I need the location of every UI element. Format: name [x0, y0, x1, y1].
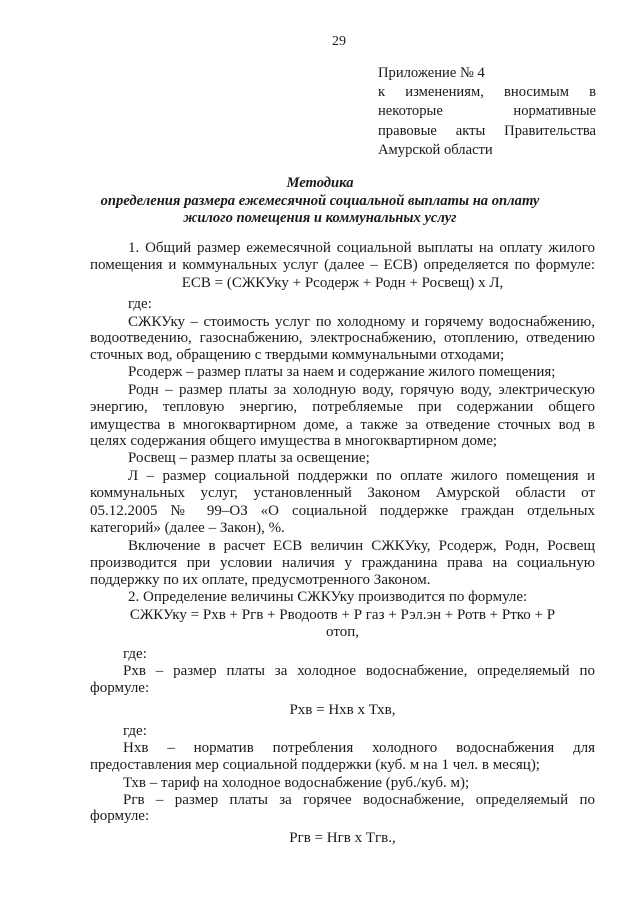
- text-line: Тхв – тариф на холодное водоснабжение (руб./куб. м);: [123, 774, 470, 791]
- text-line: водоотведению, газоснабжению, электроснабжению, отоплению, отведению: [90, 330, 595, 347]
- page-number: 29: [332, 34, 346, 49]
- text-line: предоставления мер социальной поддержки (куб. м на 1 чел. в месяц);: [90, 757, 540, 774]
- document-subtitle-line: определения размера ежемесячной социальной выплаты на оплату: [100, 193, 540, 209]
- appendix-line: Приложение № 4: [378, 65, 485, 81]
- text-line: где:: [123, 722, 147, 739]
- text-line: Включение в расчет ЕСВ величин СЖКУку, Рсодерж, Родн, Росвещ: [128, 538, 595, 554]
- appendix-line: правовые акты Правительства: [378, 122, 596, 139]
- text-line: поддержку по их оплате, предусмотренного Законом.: [90, 571, 431, 588]
- text-line: категорий» (далее – Закон), %.: [90, 519, 285, 536]
- appendix-line: к изменениям, вносимым в: [378, 84, 596, 101]
- appendix-block: [378, 64, 596, 160]
- appendix-line: Амурской области: [378, 141, 493, 158]
- text-line: Рсодерж – размер платы за наем и содержание жилого помещения;: [128, 363, 556, 380]
- formula-line: отоп,: [326, 623, 359, 640]
- text-line: формуле:: [90, 680, 150, 697]
- text-line: помещения и коммунальных услуг (далее – ЕСВ) определяется по формуле:: [90, 257, 595, 274]
- text-line: производится при условии наличия у гражданина права на социальную: [90, 555, 595, 572]
- text-line: коммунальных услуг, установленный Законом Амурской области от: [90, 485, 595, 502]
- text-line: 05.12.2005 № 99–ОЗ «О социальной поддержке граждан отдельных: [90, 502, 595, 519]
- text-line: где:: [123, 645, 147, 662]
- appendix-line: некоторые нормативные: [378, 103, 596, 120]
- text-line: Нхв – норматив потребления холодного водоснабжения для: [123, 739, 595, 756]
- document-subtitle-line: жилого помещения и коммунальных услуг: [183, 210, 457, 226]
- formula-line: ЕСВ = (СЖКУку + Рсодерж + Родн + Росвещ) х Л,: [181, 274, 504, 291]
- text-line: Ргв – размер платы за горячее водоснабжение, определяемый по: [123, 791, 595, 808]
- formula-line: СЖКУку = Рхв + Ргв + Рводоотв + Р газ + Рэл.эн + Ротв + Ртко + Р: [129, 606, 556, 623]
- text-line: 2. Определение величины СЖКУку производится по формуле:: [128, 589, 528, 606]
- text-line: Л – размер социальной поддержки по оплате жилого помещения и: [128, 467, 595, 484]
- text-line: энергию, тепловую энергию, потребляемые при содержании общего: [90, 399, 595, 416]
- text-line: имущества в многоквартирном доме, а также за отведение сточных вод в: [90, 416, 595, 433]
- text-line: Рхв – размер платы за холодное водоснабжение, определяемый по: [123, 662, 595, 679]
- text-line: сточных вод, обращению с твердыми коммунальными отходами;: [90, 346, 505, 363]
- text-line: Росвещ – размер платы за освещение;: [128, 449, 370, 466]
- text-line: Родн – размер платы за холодную воду, горячую воду, электрическую: [128, 382, 595, 399]
- text-line: целях содержания общего имущества в многоквартирном доме;: [90, 433, 498, 450]
- document-title: Методика: [286, 175, 354, 191]
- formula-line: Рхв = Нхв х Тхв,: [289, 701, 396, 718]
- text-line: где:: [128, 296, 152, 313]
- text-line: формуле:: [90, 808, 150, 825]
- text-line: 1. Общий размер ежемесячной социальной выплаты на оплату жилого: [128, 240, 595, 256]
- formula-line: Ргв = Нгв х Тгв.,: [289, 830, 396, 846]
- text-line: СЖКУку – стоимость услуг по холодному и горячему водоснабжению,: [128, 313, 595, 330]
